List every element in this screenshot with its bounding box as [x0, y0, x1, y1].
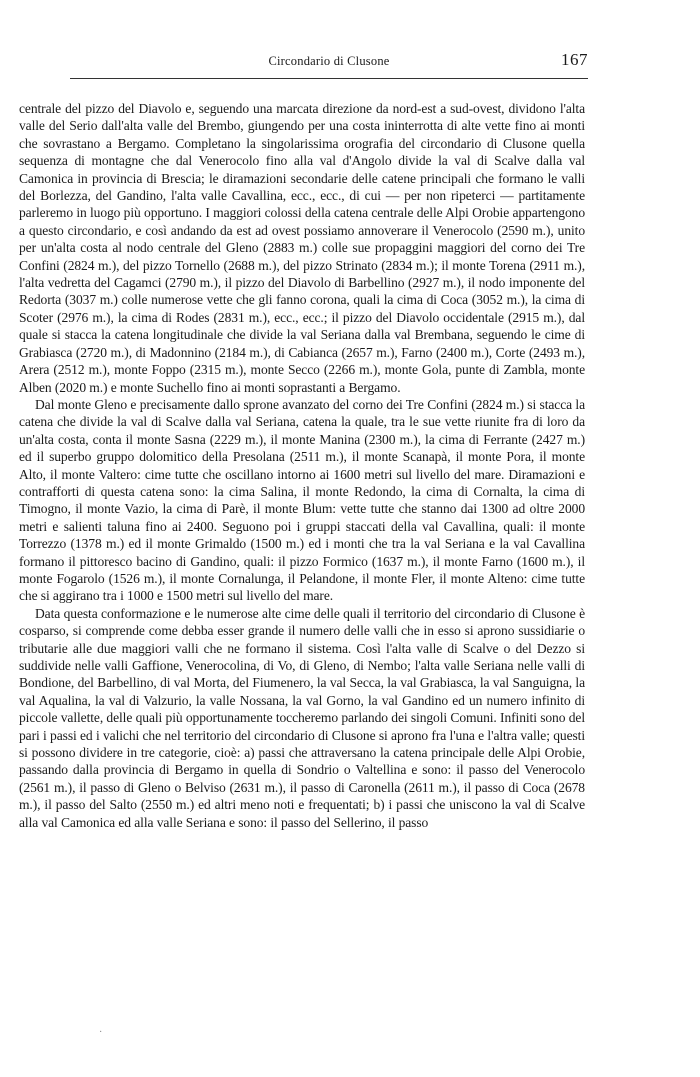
print-speck: ·: [99, 1027, 103, 1038]
body-text: [19, 100, 585, 831]
page-header: [70, 50, 588, 79]
paragraph: Dal monte Gleno e precisamente dallo sprone avanzato del corno dei Tre Confini (2824 m.) si stacca la catena che divide la val di Scalve dalla val Seriana, catena la quale, tra le sue vette riunite fra di loro da un'alta costa, conta il monte Sasna (2229 m.), il monte Manina (2300 m.), la cima di Ferrante (2427 m.) ed il superbo gruppo dolomitico della Presolana (2511 m.), il monte Scanapà, il monte Pora, il monte Alto, il monte Valtero: cime tutte che oscillano intorno ai 1600 metri sul livello del mare. Diramazioni e contrafforti di questa catena sono: la cima Salina, il monte Redondo, la cima di Cornalta, la cima di Timogno, il monte Vazio, la cima di Parè, il monte Blum: vette tutte che stanno dai 1300 ad oltre 2000 metri e salienti taluna fino ai 2400. Seguono poi i gruppi staccati della val Cavallina, quali: il monte Torrezzo (1378 m.) ed il monte Grimaldo (1500 m.) ed i monti che tra la val Seriana e la val Cavallina formano il pittoresco bacino di Gandino, quali: il pizzo Formico (1637 m.), il monte Farno (1600 m.), il monte Fogarolo (1526 m.), il monte Cornalunga, il Pelandone, il monte Fler, il monte Alteno: cime tutte che si aggirano tra i 1000 e 1500 metri sul livello del mare.: [19, 396, 585, 604]
paragraph: centrale del pizzo del Diavolo e, seguendo una marcata direzione da nord-est a sud-ovest, dividono l'alta valle del Serio dall'alta valle del Brembo, giungendo per una costa ininterrotta di alte vette fino ai monti che sovrastano a Bergamo. Completano la singolarissima orografia del circondario di Clusone quella sequenza di montagne che dal Venerocolo fino alla val d'Angolo divide la val di Scalve dalla val Camonica in provincia di Brescia; le diramazioni secondarie delle catene principali che formano le valli del Borlezza, del Gandino, l'alta valle Cavallina, ecc., ecc., di cui — per non ripeterci — partitamente parleremo in luogo più opportuno. I maggiori colossi della catena centrale delle Alpi Orobie appartengono a questo circondario, e così andando da est ad ovest possiamo annoverare il Venerocolo (2590 m.), unito per un'alta costa al nodo centrale del Gleno (2883 m.) colle sue propaggini maggiori del corno dei Tre Confini (2824 m.), del pizzo Tornello (2688 m.), del pizzo Strinato (2834 m.); il monte Torena (2911 m.), l'alta vedretta del Cagamci (2790 m.), il pizzo del Diavolo di Barbellino (2927 m.), il nodo imponente del Redorta (3037 m.) colle numerose vette che gli fanno corona, quali la cima di Coca (3052 m.), la cima di Scoter (2976 m.), la cima di Rodes (2831 m.), ecc., ecc.; il pizzo del Diavolo occidentale (2915 m.), dal quale si stacca la catena longitudinale che divide la val Seriana dalla val Brembana, seguendo le cime di Grabiasca (2720 m.), di Madonnino (2184 m.), di Cabianca (2657 m.), Farno (2400 m.), Corte (2493 m.), Arera (2512 m.), monte Foppo (2315 m.), monte Secco (2266 m.), monte Gola, punte di Zambla, monte Alben (2020 m.) e monte Suchello fino ai monti soprastanti a Bergamo.: [19, 101, 585, 395]
page-number: 167: [561, 50, 588, 69]
running-title: Circondario di Clusone: [268, 54, 390, 68]
paragraph: Data questa conformazione e le numerose alte cime delle quali il territorio del circondario di Clusone è cosparso, si comprende come debba esser grande il numero delle valli che in esso si aprono sussidiarie o tributarie alle due maggiori valli che ne formano il sistema. Così l'alta valle di Scalve o del Dezzo si suddivide nelle valli Gaffione, Venerocolina, di Vo, di Gleno, di Nembo; l'alta valle Seriana nelle valli di Bondione, del Barbellino, di val Morta, del Fiumenero, la val Secca, la val Grabiasca, la val Sanguigna, la val Aqualina, la val di Valzurio, la valle Nossana, la val Gorno, la val Gandino ed un numero infinito di piccole vallette, delle quali più opportunamente toccheremo parlando dei singoli Comuni. Infiniti sono del pari i passi ed i valichi che nel territorio del circondario di Clusone si aprono fra l'una e l'altra valle; questi si possono dividere in tre categorie, cioè: a) passi che attraversano la catena principale delle Alpi Orobie, passando dalla provincia di Bergamo in quella di Sondrio o Valtellina e sono: il passo del Venerocolo (2561 m.), il passo di Gleno o Belviso (2631 m.), il passo di Caronella (2611 m.), il passo di Coca (2678 m.), il passo del Salto (2550 m.) ed altri meno noti e frequentati; b) i passi che uniscono la val di Scalve alla val Camonica ed alla valle Seriana e sono: il passo del Sellerino, il passo: [19, 605, 585, 830]
